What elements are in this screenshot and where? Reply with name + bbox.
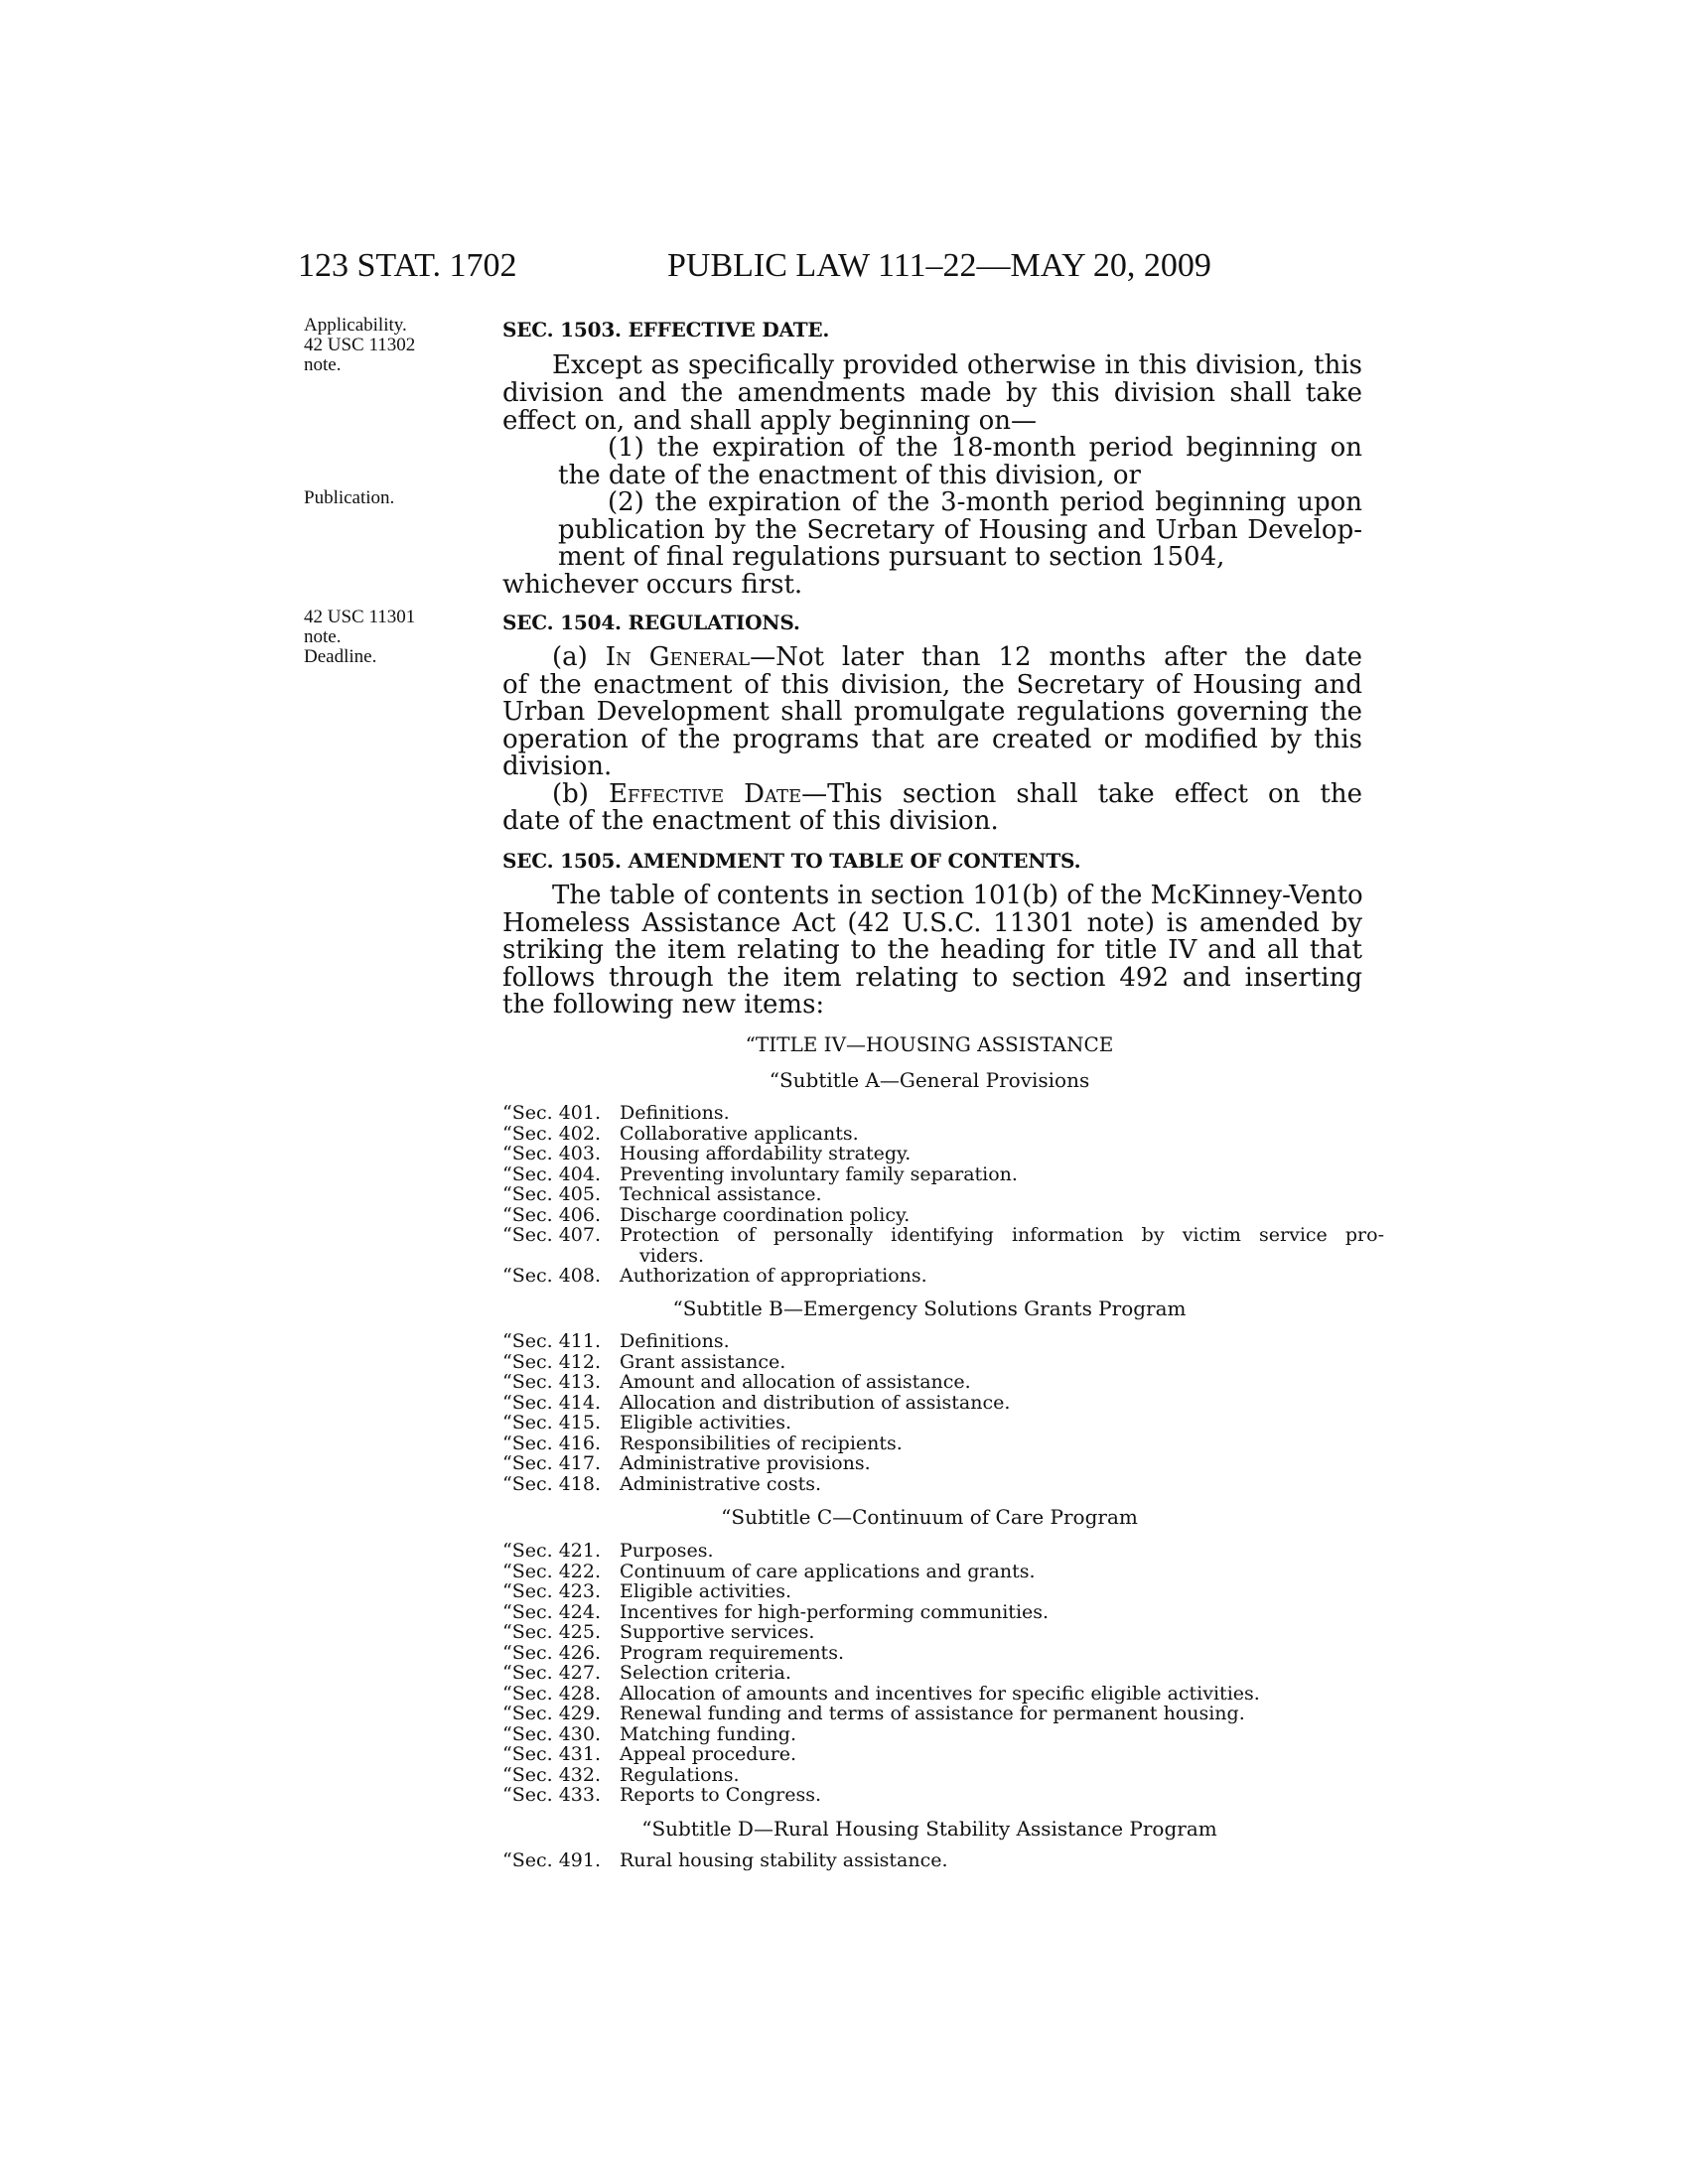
toc-section-title: Discharge coordination policy. [620,1203,911,1226]
toc-section-number: “Sec. 417. [502,1452,601,1474]
toc-section-title: Selection criteria. [620,1662,791,1684]
toc-section-number: “Sec. 414. [502,1391,601,1414]
text-line: Homeless Assistance Act (42 U.S.C. 11301 note) is amended by [502,908,1362,938]
margin-note-line: note. [304,354,342,375]
toc-section-number: “Sec. 403. [502,1143,601,1164]
toc-section-number: “Sec. 412. [502,1350,601,1373]
toc-section-number: “Sec. 418. [502,1472,601,1495]
toc-section-number: “Sec. 433. [502,1784,601,1806]
toc-section-title: Rural housing stability assistance. [620,1849,948,1871]
text-line: publication by the Secretary of Housing and Urban Develop- [558,515,1362,545]
subsection-b-prefix: (b) [552,779,609,809]
section-1504-heading: SEC. 1504. REGULATIONS. [502,611,800,634]
margin-note-line: Deadline. [304,646,377,667]
subsection-b-label: Effective Date [608,779,802,809]
toc-subtitle-b-heading: “Subtitle B—Emergency Solutions Grants Program [672,1297,1187,1320]
margin-note-line: Publication. [304,487,395,508]
text-line: the following new items: [502,990,825,1020]
text-line: date of the enactment of this division. [502,806,999,836]
toc-section-title: Protection of personally identifying information by victim service pro- [620,1224,1384,1246]
toc-section-title: Supportive services. [620,1621,815,1643]
subsection-b-first-line [552,780,1362,808]
text-line: follows through the item relating to section 492 and inserting [502,963,1362,993]
toc-section-number: “Sec. 423. [502,1580,601,1602]
margin-note-line: note. [304,626,342,647]
section-1505-heading: SEC. 1505. AMENDMENT TO TABLE OF CONTENTS. [502,849,1081,873]
subsection-a-label: In General [605,642,751,672]
toc-section-title: Incentives for high-performing communities. [620,1600,1050,1623]
toc-section-number: “Sec. 402. [502,1122,601,1145]
margin-note-line: 42 USC 11301 [304,607,416,627]
toc-section-title: Allocation and distribution of assistance. [620,1391,1011,1414]
toc-section-title: Administrative provisions. [620,1452,871,1474]
toc-section-number: “Sec. 406. [502,1203,601,1226]
toc-section-number: “Sec. 425. [502,1621,601,1643]
toc-section-number: “Sec. 415. [502,1412,601,1433]
text-line: (1) the expiration of the 18-month period beginning on [608,433,1362,463]
page-stat-citation: 123 STAT. 1702 [298,247,517,284]
toc-section-title: Regulations. [620,1763,740,1786]
text-line: division. [502,751,613,781]
toc-section-number: “Sec. 424. [502,1600,601,1623]
toc-section-number: “Sec. 404. [502,1162,601,1185]
text-line: —This section shall take effect on the [801,779,1362,809]
toc-title: “TITLE IV—HOUSING ASSISTANCE [745,1032,1114,1056]
text-line: striking the item relating to the heading for title IV and all that [502,935,1362,965]
toc-section-title: Housing affordability strategy. [620,1143,912,1164]
toc-section-number: “Sec. 413. [502,1371,601,1393]
toc-section-number: “Sec. 429. [502,1703,601,1724]
text-line: The table of contents in section 101(b) of the McKinney-Vento [552,881,1363,910]
margin-note-publication [304,488,394,508]
toc-section-number: “Sec. 421. [502,1540,601,1562]
toc-section-number: “Sec. 491. [502,1849,601,1871]
text-line: Urban Development shall promulgate regulations governing the [502,697,1362,727]
toc-section-number: “Sec. 431. [502,1743,601,1765]
toc-section-title: Collaborative applicants. [620,1122,859,1145]
toc-section-number: “Sec. 411. [502,1330,601,1352]
toc-subtitle-c-heading: “Subtitle C—Continuum of Care Program [721,1505,1138,1529]
toc-section-number: “Sec. 405. [502,1183,601,1205]
toc-section-title: Eligible activities. [620,1580,792,1602]
text-line: effect on, and shall apply beginning on— [502,406,1037,436]
text-line: whichever occurs first. [502,570,803,600]
toc-section-number: “Sec. 430. [502,1722,601,1745]
toc-section-title: Program requirements. [620,1641,844,1664]
text-line: Except as specifically provided otherwise in this division, this [552,350,1362,380]
toc-section-number: “Sec. 426. [502,1641,601,1664]
section-1503-heading: SEC. 1503. EFFECTIVE DATE. [502,318,830,341]
toc-section-title: Responsibilities of recipients. [620,1432,903,1454]
toc-section-title: Amount and allocation of assistance. [620,1371,971,1393]
text-line: operation of the programs that are created or modified by this [502,725,1362,754]
margin-note-applicability [304,316,415,375]
toc-section-title: Appeal procedure. [620,1743,797,1765]
toc-section-title: Administrative costs. [620,1472,822,1495]
toc-section-title: Preventing involuntary family separation. [620,1162,1018,1185]
toc-section-title-continuation: viders. [639,1244,705,1267]
toc-section-number: “Sec. 427. [502,1662,601,1684]
toc-section-title: Grant assistance. [620,1350,786,1373]
toc-section-title: Authorization of appropriations. [620,1265,927,1287]
toc-subtitle-a-heading: “Subtitle A—General Provisions [769,1068,1090,1092]
subsection-a-first-line [552,643,1362,671]
margin-note-line: Applicability. [304,315,407,336]
text-line: ment of final regulations pursuant to section 1504, [558,542,1225,572]
margin-note-deadline [304,608,415,667]
text-line: division and the amendments made by this division shall take [502,378,1362,408]
toc-section-number: “Sec. 422. [502,1560,601,1582]
toc-section-number: “Sec. 408. [502,1265,601,1287]
toc-subtitle-d-heading: “Subtitle D—Rural Housing Stability Assistance Program [641,1817,1217,1841]
toc-section-title: Renewal funding and terms of assistance for permanent housing. [620,1703,1245,1724]
toc-section-title: Matching funding. [620,1722,796,1745]
toc-section-number: “Sec. 428. [502,1682,601,1705]
page-running-title: PUBLIC LAW 111–22—MAY 20, 2009 [667,247,1211,284]
margin-note-line: 42 USC 11302 [304,335,416,355]
text-line: —Not later than 12 months after the date [750,642,1362,672]
toc-section-title: Reports to Congress. [620,1784,822,1806]
text-line: of the enactment of this division, the Secretary of Housing and [502,670,1362,700]
toc-section-number: “Sec. 407. [502,1224,601,1246]
toc-section-title: Definitions. [620,1330,730,1352]
toc-section-title: Continuum of care applications and grants. [620,1560,1036,1582]
toc-section-title: Technical assistance. [620,1183,822,1205]
text-line: the date of the enactment of this division, or [558,461,1141,490]
toc-section-number: “Sec. 416. [502,1432,601,1454]
toc-section-title: Allocation of amounts and incentives for specific eligible activities. [620,1682,1260,1705]
subsection-a-prefix: (a) [552,642,606,672]
toc-section-number: “Sec. 432. [502,1763,601,1786]
toc-section-number: “Sec. 401. [502,1102,601,1124]
toc-section-title: Definitions. [620,1102,730,1124]
toc-section-title: Eligible activities. [620,1412,792,1433]
text-line: (2) the expiration of the 3-month period beginning upon [608,487,1362,517]
toc-section-title: Purposes. [620,1540,714,1562]
